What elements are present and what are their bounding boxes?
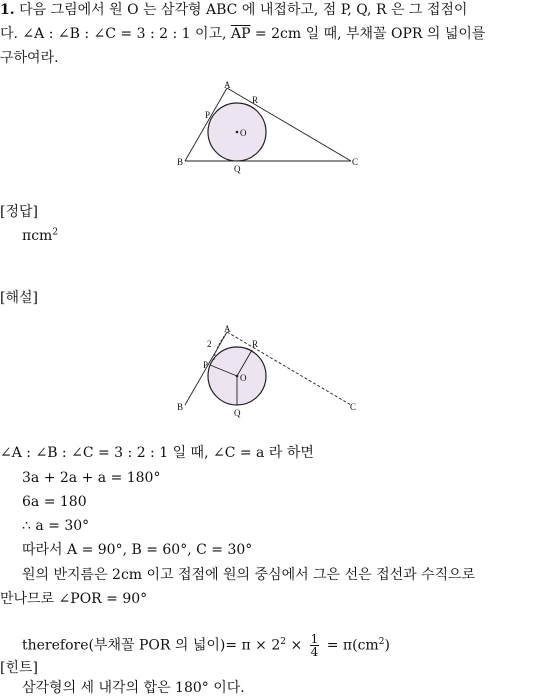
solution-line-8 [22, 633, 390, 658]
problem-line-3: 구하여라. [0, 50, 59, 66]
fraction-numerator: 1 [310, 632, 319, 646]
problem-text-1: 다음 그림에서 원 O 는 삼각형 ABC 에 내접하고, 점 P, Q, R 은 그 접점이 [19, 2, 468, 18]
solution-line-4: ∴ a = 30° [22, 518, 90, 534]
sector-formula-exp2: 2 [378, 636, 385, 647]
solution-line-5: 따라서 A = 90°, B = 60°, C = 30° [22, 542, 253, 558]
hint-heading: [힌트] [0, 660, 38, 676]
problem-text-2b: = 2cm 일 때, 부채꼴 OPR 의 넓이를 [250, 26, 486, 42]
label-o: O [240, 128, 247, 138]
label-q: Q [234, 164, 241, 174]
answer-exponent: 2 [52, 227, 59, 238]
label-a: A [224, 80, 231, 90]
answer-text: πcm [22, 228, 53, 244]
sector-formula-start: therefore(부채꼴 POR 의 넓이)= π × 2 [22, 637, 281, 654]
label-c: C [352, 157, 359, 167]
solution-line-7: 만나므로 ∠POR = 90° [0, 591, 148, 607]
answer-heading: [정답] [0, 204, 38, 220]
figure-triangle-incircle [170, 78, 370, 176]
fraction-quarter [310, 633, 320, 658]
problem-line-1 [0, 0, 467, 20]
solution-line-2: 3a + 2a + a = 180° [22, 470, 161, 486]
label-p: P [205, 110, 211, 120]
solution-line-1: ∠A : ∠B : ∠C = 3 : 2 : 1 일 때, ∠C = a 라 하면 [0, 445, 314, 461]
hint-text: 삼각형의 세 내각의 합은 180° 이다. [22, 680, 245, 696]
label-q-solution: Q [234, 408, 241, 418]
problem-line-2 [0, 24, 485, 44]
segment-ap: $\overline{AP}$ [230, 26, 251, 42]
problem-number: 1. [0, 2, 15, 18]
label-b-solution: B [177, 402, 184, 412]
sector-formula-times: × [286, 637, 307, 654]
sector-formula-result: = π(cm [322, 637, 379, 654]
label-o-solution: O [240, 373, 247, 383]
solution-line-6: 원의 반지름은 2cm 이고 접점에 원의 중심에서 그은 선은 접선과 수직으로 [22, 567, 476, 583]
label-b: B [177, 157, 184, 167]
label-two: 2 [207, 339, 212, 349]
label-r-solution: R [252, 339, 259, 349]
figure-solution [170, 322, 370, 420]
solution-line-3: 6a = 180 [22, 494, 87, 510]
label-p-solution: P [203, 360, 209, 370]
problem-text-2a: 다. ∠A : ∠B : ∠C = 3 : 2 : 1 이고, [0, 26, 231, 42]
center-dot-solution [236, 375, 239, 378]
label-a-solution: A [224, 324, 231, 334]
fraction-denominator: 4 [310, 645, 319, 659]
solution-heading: [해설] [0, 290, 38, 306]
answer-value [22, 226, 58, 246]
label-r: R [252, 95, 259, 105]
sector-formula-exp: 2 [280, 636, 287, 647]
label-c-solution: C [350, 402, 357, 412]
center-dot [236, 131, 239, 134]
sector-formula-end: ) [384, 637, 390, 654]
